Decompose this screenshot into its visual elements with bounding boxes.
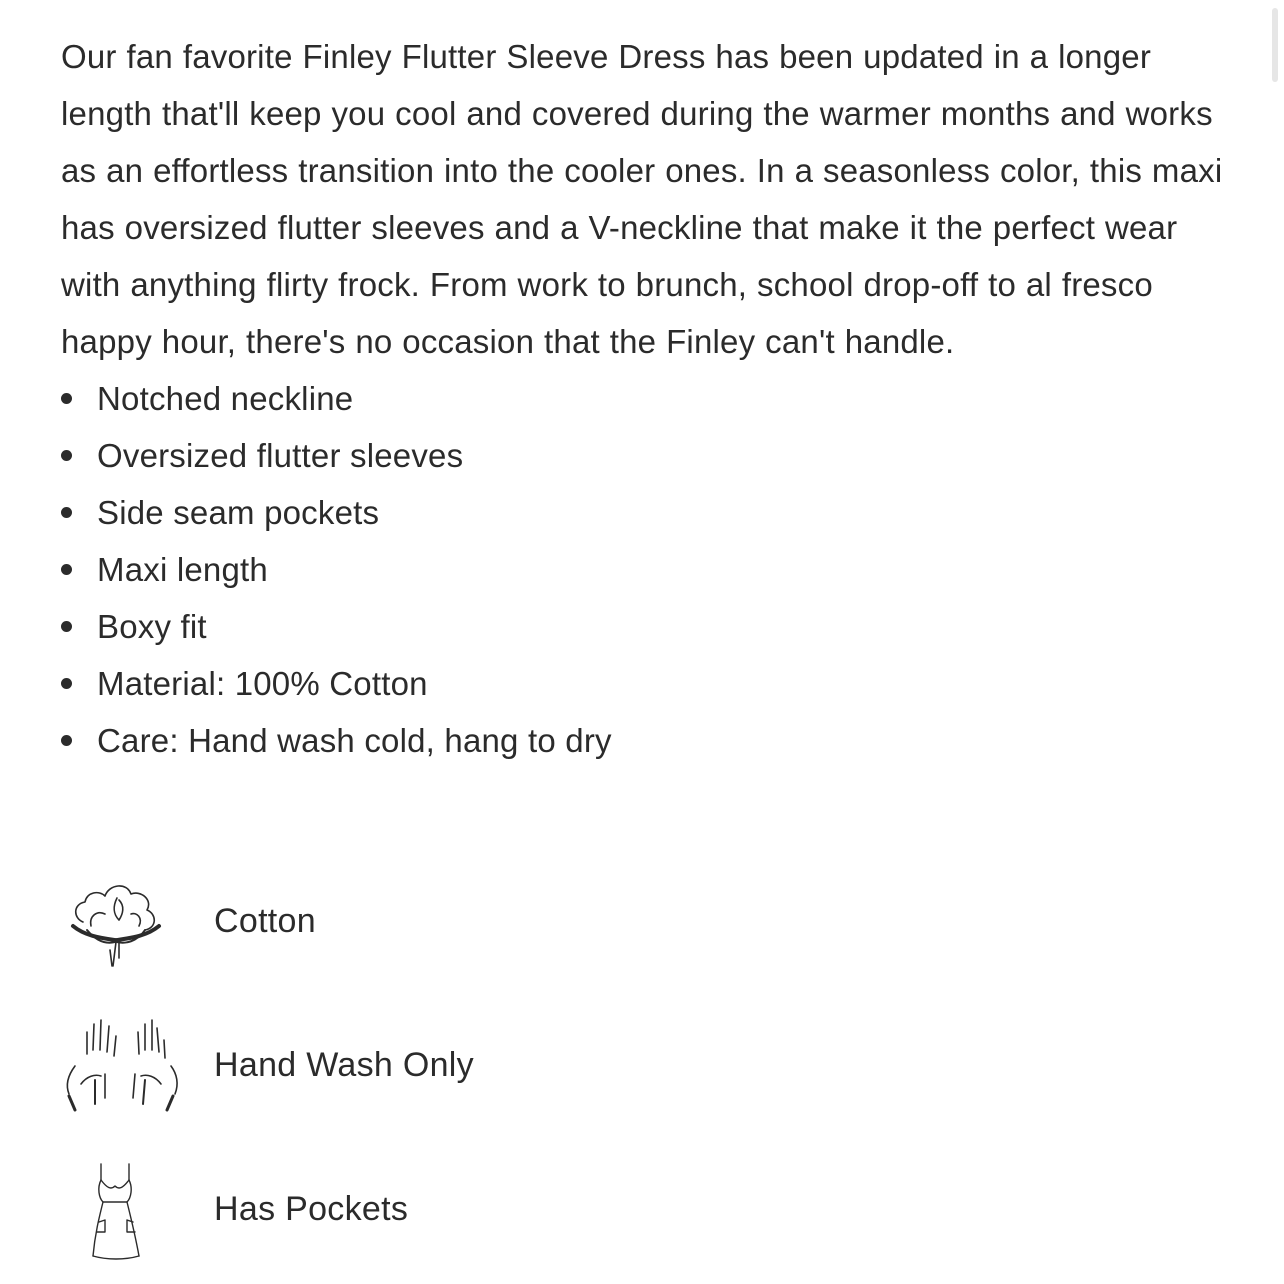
feature-item [61,370,1236,427]
hand-wash-icon [61,1014,171,1124]
attribute-label: Cotton [214,902,316,940]
attribute-label: Hand Wash Only [214,1046,474,1084]
bullet-icon [61,735,72,746]
attribute-pockets [61,1158,761,1268]
feature-text: Care: Hand wash cold, hang to dry [97,722,612,759]
feature-text: Notched neckline [97,380,354,417]
feature-text: Material: 100% Cotton [97,665,428,702]
feature-item [61,712,1236,769]
dress-pockets-icon [61,1158,171,1268]
attribute-cotton [61,870,761,980]
feature-item [61,541,1236,598]
feature-text: Maxi length [97,551,268,588]
product-details [61,28,1236,769]
scrollbar[interactable] [1272,8,1278,82]
feature-item [61,484,1236,541]
bullet-icon [61,507,72,518]
bullet-icon [61,450,72,461]
feature-text: Oversized flutter sleeves [97,437,464,474]
bullet-icon [61,564,72,575]
feature-text: Side seam pockets [97,494,380,531]
feature-list [61,370,1236,769]
feature-item [61,427,1236,484]
bullet-icon [61,678,72,689]
bullet-icon [61,393,72,404]
cotton-icon [61,870,171,980]
attribute-label: Has Pockets [214,1190,409,1228]
feature-item [61,598,1236,655]
product-description: Our fan favorite Finley Flutter Sleeve Dress has been updated in a longer length that'll keep you cool and covered during the warmer months and works as an effortless transition into the cooler ones. In a seasonless color, this maxi has oversized flutter sleeves and a V-neckline that make it the perfect wear with anything flirty frock. From work to brunch, school drop-off to al fresco happy hour, there's no occasion that the Finley can't handle. [61,38,1223,360]
feature-item [61,655,1236,712]
attribute-hand-wash [61,1014,761,1124]
feature-text: Boxy fit [97,608,207,645]
bullet-icon [61,621,72,632]
